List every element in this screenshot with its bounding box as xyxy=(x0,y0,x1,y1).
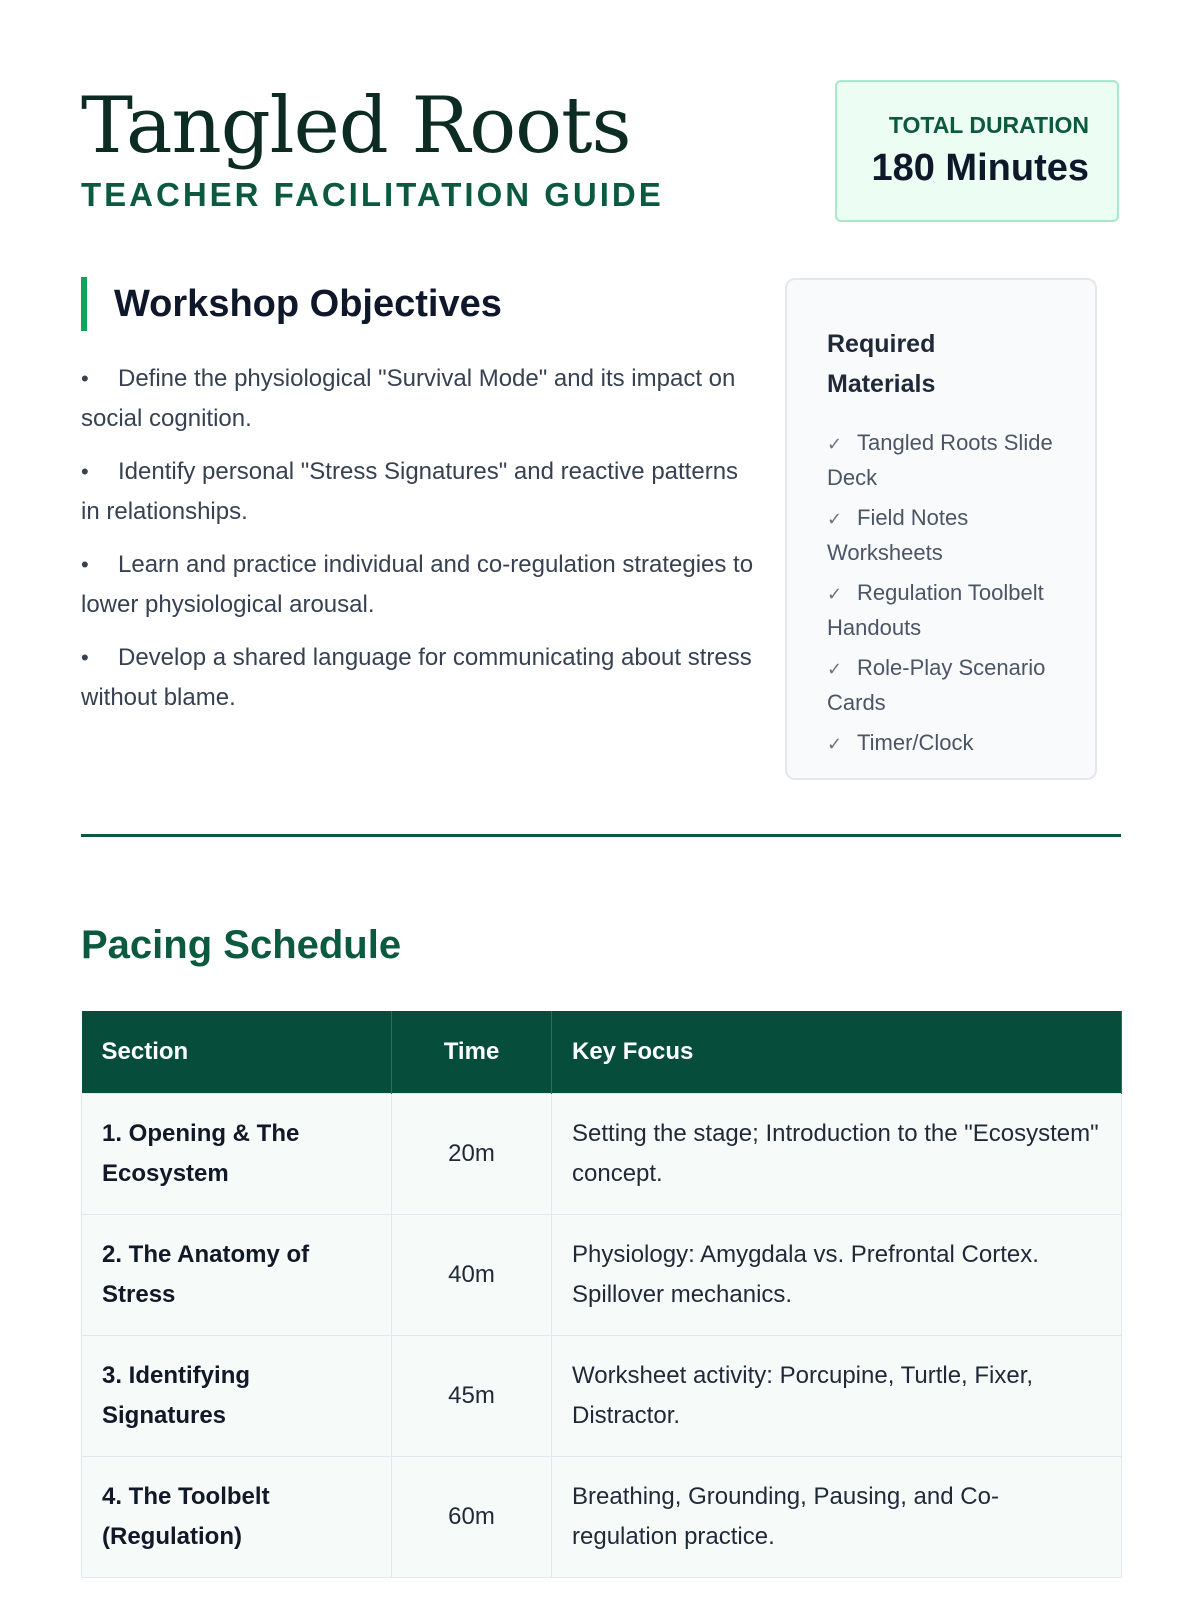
section-divider xyxy=(81,834,1121,837)
column-header-focus: Key Focus xyxy=(552,1011,1122,1094)
focus-cell: Physiology: Amygdala vs. Prefrontal Cortex. Spillover mechanics. xyxy=(552,1215,1122,1336)
table-header-row xyxy=(82,1011,1122,1094)
material-item xyxy=(827,501,1055,569)
bullet-icon: • xyxy=(81,552,89,577)
duration-badge xyxy=(835,80,1119,222)
section-cell: 3. Identifying Signatures xyxy=(82,1336,392,1457)
material-item xyxy=(827,576,1055,644)
material-item xyxy=(827,726,1055,761)
material-text: Role-Play Scenario Cards xyxy=(827,655,1046,715)
objective-text: Define the physiological "Survival Mode" and its impact on social cognition. xyxy=(81,365,736,432)
check-icon: ✓ xyxy=(827,734,843,754)
time-cell: 60m xyxy=(392,1457,552,1578)
table-row xyxy=(82,1215,1122,1336)
check-icon: ✓ xyxy=(827,659,843,679)
bullet-icon: • xyxy=(81,459,89,484)
section-cell: 2. The Anatomy of Stress xyxy=(82,1215,392,1336)
check-icon: ✓ xyxy=(827,509,843,529)
focus-cell: Setting the stage; Introduction to the "Ecosystem" concept. xyxy=(552,1094,1122,1215)
duration-label: TOTAL DURATION xyxy=(888,112,1089,138)
material-item xyxy=(827,426,1055,494)
focus-cell: Breathing, Grounding, Pausing, and Co-regulation practice. xyxy=(552,1457,1122,1578)
bullet-icon: • xyxy=(81,645,89,670)
column-header-time: Time xyxy=(392,1011,552,1094)
header xyxy=(81,0,1119,250)
duration-value: 180 Minutes xyxy=(871,147,1089,189)
section-cell: 1. Opening & The Ecosystem xyxy=(82,1094,392,1215)
objective-item xyxy=(81,545,761,625)
table-row xyxy=(82,1094,1122,1215)
bullet-icon: • xyxy=(81,366,89,391)
page-subtitle: TEACHER FACILITATION GUIDE xyxy=(81,176,664,213)
material-text: Regulation Toolbelt Handouts xyxy=(827,580,1044,640)
materials-list xyxy=(827,426,1055,761)
focus-cell: Worksheet activity: Porcupine, Turtle, Fixer, Distractor. xyxy=(552,1336,1122,1457)
material-text: Tangled Roots Slide Deck xyxy=(827,430,1053,490)
time-cell: 40m xyxy=(392,1215,552,1336)
check-icon: ✓ xyxy=(827,434,843,454)
objectives-heading: Workshop Objectives xyxy=(81,277,761,331)
materials-title: Required Materials xyxy=(827,330,936,398)
material-text: Timer/Clock xyxy=(857,730,974,755)
required-materials xyxy=(785,278,1097,780)
material-item xyxy=(827,651,1055,719)
pacing-title: Pacing Schedule xyxy=(81,923,402,967)
objectives-list xyxy=(81,359,761,718)
table-row xyxy=(82,1457,1122,1578)
objective-text: Learn and practice individual and co-regulation strategies to lower physiological arousal. xyxy=(81,551,754,618)
objective-item xyxy=(81,452,761,532)
column-header-section: Section xyxy=(82,1011,392,1094)
section-cell: 4. The Toolbelt (Regulation) xyxy=(82,1457,392,1578)
time-cell: 45m xyxy=(392,1336,552,1457)
objective-item xyxy=(81,638,761,718)
table-row xyxy=(82,1336,1122,1457)
objective-text: Develop a shared language for communicating about stress without blame. xyxy=(81,644,752,711)
workshop-objectives xyxy=(81,277,761,731)
page-title: Tangled Roots xyxy=(81,81,631,171)
pacing-table xyxy=(81,1011,1122,1578)
objective-item xyxy=(81,359,761,439)
objective-text: Identify personal "Stress Signatures" and reactive patterns in relationships. xyxy=(81,458,739,525)
material-text: Field Notes Worksheets xyxy=(827,505,969,565)
check-icon: ✓ xyxy=(827,584,843,604)
time-cell: 20m xyxy=(392,1094,552,1215)
